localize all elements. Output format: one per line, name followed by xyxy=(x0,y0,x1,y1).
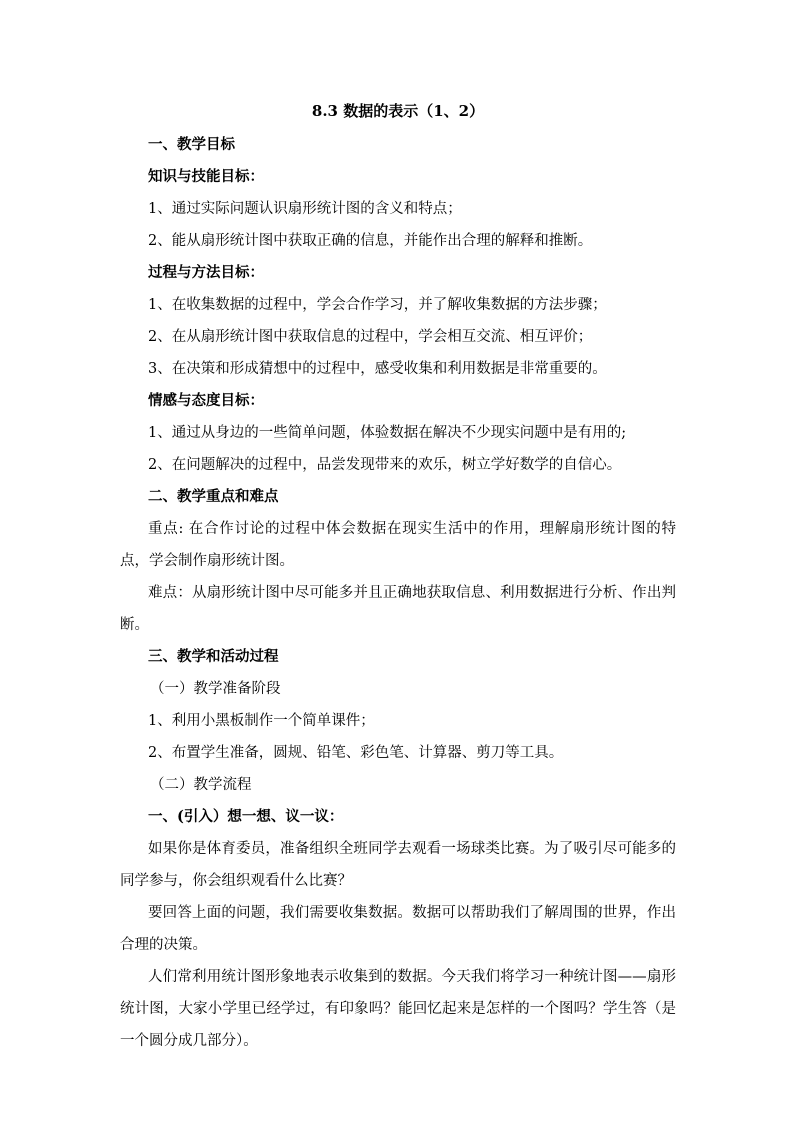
subheading-emotion: 情感与态度目标： xyxy=(148,392,264,409)
emotion-item: 1、通过从身边的一些简单问题，体验数据在解决不少现实问题中是有用的; xyxy=(148,425,627,441)
section-heading-key-points: 二、教学重点和难点 xyxy=(148,488,279,505)
prep-item: 1、利用小黑板制作一个简单课件； xyxy=(148,713,375,729)
subheading-process: 过程与方法目标： xyxy=(148,264,264,281)
knowledge-item: 1、通过实际问题认识扇形统计图的含义和特点； xyxy=(148,201,462,217)
emotion-item: 2、在问题解决的过程中，品尝发现带来的欢乐，树立学好数学的自信心。 xyxy=(148,457,622,473)
body-paragraph: 如果你是体育委员，准备组织全班同学去观看一场球类比赛。为了吸引尽可能多的同学参与，你会组织观看什么比赛？ xyxy=(120,841,676,889)
subheading-knowledge: 知识与技能目标： xyxy=(148,168,264,185)
body-paragraph: 要回答上面的问题，我们需要收集数据。数据可以帮助我们了解周围的世界，作出合理的决策。 xyxy=(120,905,676,953)
document-page xyxy=(120,95,676,1057)
process-item: 3、在决策和形成猜想中的过程中，感受收集和利用数据是非常重要的。 xyxy=(148,361,607,377)
process-item: 1、在收集数据的过程中，学会合作学习，并了解收集数据的方法步骤； xyxy=(148,297,607,313)
key-point-paragraph: 重点: 在合作讨论的过程中体会数据在现实生活中的作用，理解扇形统计图的特点，学会制作扇形统计图。 xyxy=(120,521,676,569)
process-item: 2、在从扇形统计图中获取信息的过程中，学会相互交流、相互评价； xyxy=(148,329,593,345)
intro-heading: 一、(引入）想一想、议一议： xyxy=(148,808,344,825)
document-title: 8.3 数据的表示（1、2） xyxy=(311,102,485,120)
subheading-flow: （二）教学流程 xyxy=(150,777,252,793)
subheading-preparation: （一）教学准备阶段 xyxy=(150,681,281,697)
prep-item: 2、布置学生准备，圆规、铅笔、彩色笔、计算器、剪刀等工具。 xyxy=(148,745,564,761)
section-heading-process: 三、教学和活动过程 xyxy=(148,648,279,665)
body-paragraph: 人们常利用统计图形象地表示收集到的数据。今天我们将学习一种统计图——扇形统计图，大家小学里已经学过，有印象吗？能回忆起来是怎样的一个图吗？学生答（是一个圆分成几部分）。 xyxy=(120,969,676,1049)
knowledge-item: 2、能从扇形统计图中获取正确的信息，并能作出合理的解释和推断。 xyxy=(148,233,593,249)
section-heading-objectives: 一、教学目标 xyxy=(148,136,235,153)
difficulty-paragraph: 难点：从扇形统计图中尽可能多并且正确地获取信息、利用数据进行分析、作出判断。 xyxy=(120,585,676,633)
